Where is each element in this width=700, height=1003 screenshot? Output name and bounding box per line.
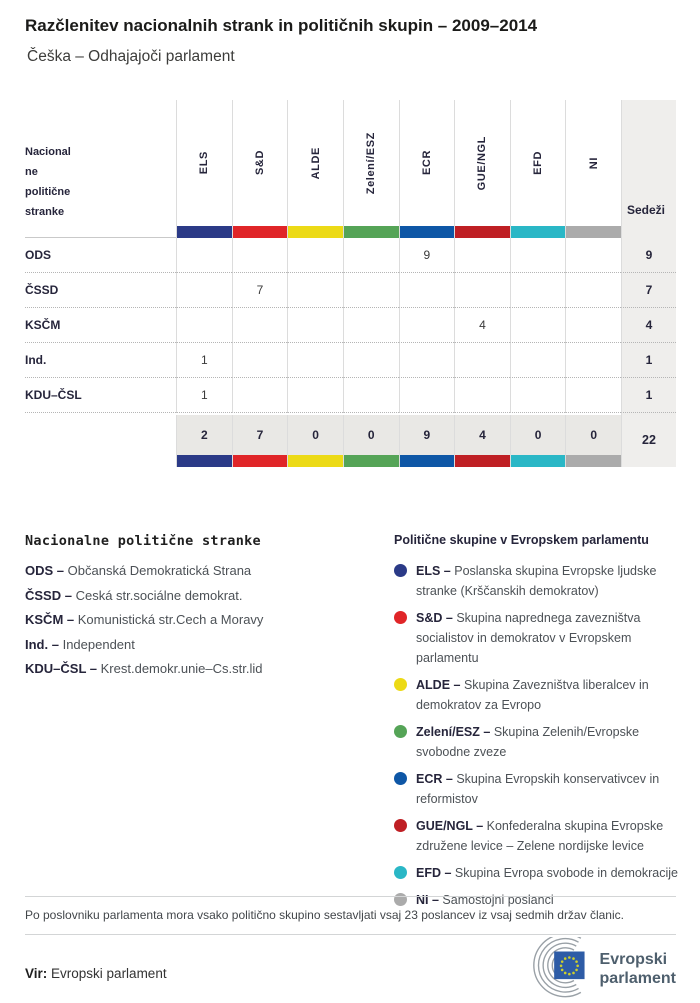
column-header-label: GUE/NGL <box>476 135 489 191</box>
seats-cell: 1 <box>621 343 676 378</box>
seats-table <box>25 100 676 467</box>
cell <box>565 378 621 413</box>
group-color-bar-efd <box>510 226 566 238</box>
cell <box>343 273 399 308</box>
total-cell: 2 <box>176 415 232 455</box>
party-abbr: KDU–ČSL – <box>25 661 98 676</box>
group-color-bar-sd <box>232 455 288 467</box>
column-header-label: S&D <box>253 150 266 176</box>
cell <box>565 308 621 343</box>
total-cell: 0 <box>565 415 621 455</box>
group-color-bar-alde <box>287 455 343 467</box>
group-desc: Skupina Zavezništva liberalcev in demokratov za Evropo <box>416 678 649 712</box>
seats-column-fill <box>621 226 676 238</box>
cell <box>343 238 399 273</box>
legend-heading: Politične skupine v Evropskem parlamentu <box>394 533 649 547</box>
group-abbr: EFD – <box>416 866 452 880</box>
column-header-efd <box>510 100 566 226</box>
column-header-zeleni <box>343 100 399 226</box>
legend-heading: Nacionalne politične stranke <box>25 533 261 549</box>
cell <box>454 343 510 378</box>
row-header-line: politične <box>25 186 71 198</box>
group-color-bar-alde <box>287 226 343 238</box>
group-color-dot <box>394 772 407 785</box>
legend-item <box>394 769 684 809</box>
legend-item <box>25 637 365 652</box>
logo-wordmark <box>600 950 676 988</box>
cell <box>232 378 288 413</box>
total-cell: 0 <box>287 415 343 455</box>
group-color-bar-guengl <box>454 455 510 467</box>
seats-cell: 9 <box>621 238 676 273</box>
party-abbr: ČSSD – <box>25 587 72 603</box>
legend-text <box>416 863 678 883</box>
column-header-label: NI <box>587 156 600 170</box>
group-abbr: S&D – <box>416 611 453 625</box>
column-header-seats <box>621 100 676 226</box>
group-desc: Skupina Zelenih/Evropske svobodne zveze <box>416 725 640 759</box>
group-color-bar-efd <box>510 455 566 467</box>
cell <box>176 238 232 273</box>
group-desc: Samostojni poslanci <box>442 893 554 907</box>
party-label: KSČM <box>25 308 176 343</box>
cell <box>232 308 288 343</box>
group-abbr: ALDE – <box>416 678 461 692</box>
cell <box>343 343 399 378</box>
footnote: Po poslovniku parlamenta mora vsako politično skupino sestavljati vsaj 23 poslancev iz vsaj sedmih držav članic. <box>25 896 676 935</box>
party-desc: Krest.demokr.unie–Cs.str.lid <box>100 661 263 676</box>
column-header-ecr <box>399 100 455 226</box>
total-cell: 0 <box>343 415 399 455</box>
legend-item <box>394 816 684 856</box>
legend-item <box>394 561 684 601</box>
column-header-label: EFD <box>532 151 545 175</box>
cell <box>287 378 343 413</box>
party-desc: Ceská str.sociálne demokrat. <box>75 587 243 603</box>
group-abbr: GUE/NGL – <box>416 819 484 833</box>
total-cell: 7 <box>232 415 288 455</box>
header-underline <box>25 226 176 238</box>
political-groups-legend <box>394 533 684 917</box>
party-desc: Občanská Demokratická Strana <box>67 563 252 578</box>
cell <box>510 308 566 343</box>
party-label: Ind. <box>25 343 176 378</box>
seats-header-label: Sedeži <box>627 203 666 217</box>
legend-text <box>416 722 684 762</box>
group-color-bar-zeleni <box>343 455 399 467</box>
cell <box>287 238 343 273</box>
legend-item <box>25 588 365 603</box>
cell: 4 <box>454 308 510 343</box>
european-parliament-logo <box>521 937 676 1001</box>
legend-item <box>394 608 684 668</box>
cell <box>510 378 566 413</box>
cell <box>287 343 343 378</box>
group-abbr: ELS – <box>416 564 451 578</box>
column-header-label: ECR <box>420 150 433 176</box>
group-desc: Konfederalna skupina Evropske združene levice – Zelene nordijske levice <box>416 819 664 853</box>
group-color-bar-els <box>176 455 232 467</box>
legend-text <box>416 608 684 668</box>
legend-text <box>416 816 684 856</box>
group-desc: Poslanska skupina Evropske ljudske stranke (Krščanskih demokratov) <box>416 564 657 598</box>
seats-cell: 4 <box>621 308 676 343</box>
cell <box>565 343 621 378</box>
cell <box>565 273 621 308</box>
group-color-dot <box>394 725 407 738</box>
cell <box>343 378 399 413</box>
group-color-bar-ni <box>565 226 621 238</box>
cell <box>399 308 455 343</box>
column-header-label: ELS <box>198 151 211 175</box>
party-abbr: Ind. – <box>25 636 59 652</box>
row-header-national-parties <box>25 100 176 226</box>
totals-label-cell <box>25 415 176 455</box>
cell <box>232 238 288 273</box>
hemicycle-logo-icon <box>521 937 591 1001</box>
group-color-dot <box>394 564 407 577</box>
party-desc: Komunistická str.Cech a Moravy <box>77 612 264 627</box>
source-text: Evropski parlament <box>51 966 167 981</box>
cell <box>343 308 399 343</box>
source-label: Vir: <box>25 966 48 981</box>
cell <box>510 343 566 378</box>
logo-word-line: Evropski <box>599 951 668 968</box>
row-header-line: ne <box>25 166 38 178</box>
party-abbr: ODS – <box>25 563 65 578</box>
column-header-sd <box>232 100 288 226</box>
group-color-bar-ecr <box>399 455 455 467</box>
cell <box>510 238 566 273</box>
totals-bar-spacer <box>25 455 176 467</box>
legend-item <box>25 661 365 676</box>
legend-item <box>25 563 365 578</box>
cell <box>454 378 510 413</box>
party-desc: Independent <box>62 636 135 652</box>
legend-item <box>394 863 684 883</box>
cell: 7 <box>232 273 288 308</box>
seats-cell: 7 <box>621 273 676 308</box>
cell: 1 <box>176 343 232 378</box>
cell <box>176 308 232 343</box>
cell <box>510 273 566 308</box>
group-abbr: Zelení/ESZ – <box>416 725 491 739</box>
legend-item <box>394 675 684 715</box>
column-header-label: ALDE <box>309 146 322 180</box>
page-subtitle: Češka – Odhajajoči parlament <box>27 48 235 65</box>
cell <box>232 343 288 378</box>
total-cell: 4 <box>454 415 510 455</box>
group-color-bar-zeleni <box>343 226 399 238</box>
group-color-bar-ni <box>565 455 621 467</box>
group-color-dot <box>394 866 407 879</box>
party-label: ČSSD <box>25 273 176 308</box>
group-desc: Skupina naprednega zavezništva socialistov in demokratov v Evropskem parlamentu <box>416 611 641 665</box>
seats-cell: 1 <box>621 378 676 413</box>
group-color-dot <box>394 611 407 624</box>
party-label: ODS <box>25 238 176 273</box>
page-title: Razčlenitev nacionalnih strank in političnih skupin – 2009–2014 <box>25 16 538 35</box>
group-desc: Skupina Evropa svobode in demokracije <box>454 866 678 880</box>
logo-word-line: parlament <box>599 970 676 987</box>
legend-item <box>25 612 365 627</box>
column-header-guengl <box>454 100 510 226</box>
legend-item <box>394 722 684 762</box>
row-header-line: stranke <box>25 206 65 218</box>
cell <box>454 238 510 273</box>
cell <box>399 378 455 413</box>
cell <box>399 273 455 308</box>
cell <box>176 273 232 308</box>
group-abbr: ECR – <box>416 772 453 786</box>
total-cell: 0 <box>510 415 566 455</box>
cell <box>399 343 455 378</box>
group-color-bar-ecr <box>399 226 455 238</box>
cell: 1 <box>176 378 232 413</box>
column-header-label: Zelení/ESZ <box>365 131 378 195</box>
group-color-bar-els <box>176 226 232 238</box>
column-header-els <box>176 100 232 226</box>
cell <box>454 273 510 308</box>
cell <box>287 273 343 308</box>
legend-text <box>416 561 684 601</box>
total-cell: 9 <box>399 415 455 455</box>
column-header-ni <box>565 100 621 226</box>
group-abbr: NI – <box>416 893 439 907</box>
group-color-bar-guengl <box>454 226 510 238</box>
cell <box>287 308 343 343</box>
cell: 9 <box>399 238 455 273</box>
column-header-alde <box>287 100 343 226</box>
seats-total-cell: 22 <box>621 413 676 467</box>
cell <box>565 238 621 273</box>
national-parties-legend <box>25 533 365 686</box>
group-color-bar-sd <box>232 226 288 238</box>
row-header-line: Nacional <box>25 146 71 158</box>
party-abbr: KSČM – <box>25 612 75 627</box>
group-color-dot <box>394 678 407 691</box>
legend-text <box>416 675 684 715</box>
legend-text <box>416 769 684 809</box>
party-label: KDU–ČSL <box>25 378 176 413</box>
group-desc: Skupina Evropskih konservativcev in reformistov <box>416 772 660 806</box>
group-color-dot <box>394 819 407 832</box>
source-line <box>25 966 167 981</box>
